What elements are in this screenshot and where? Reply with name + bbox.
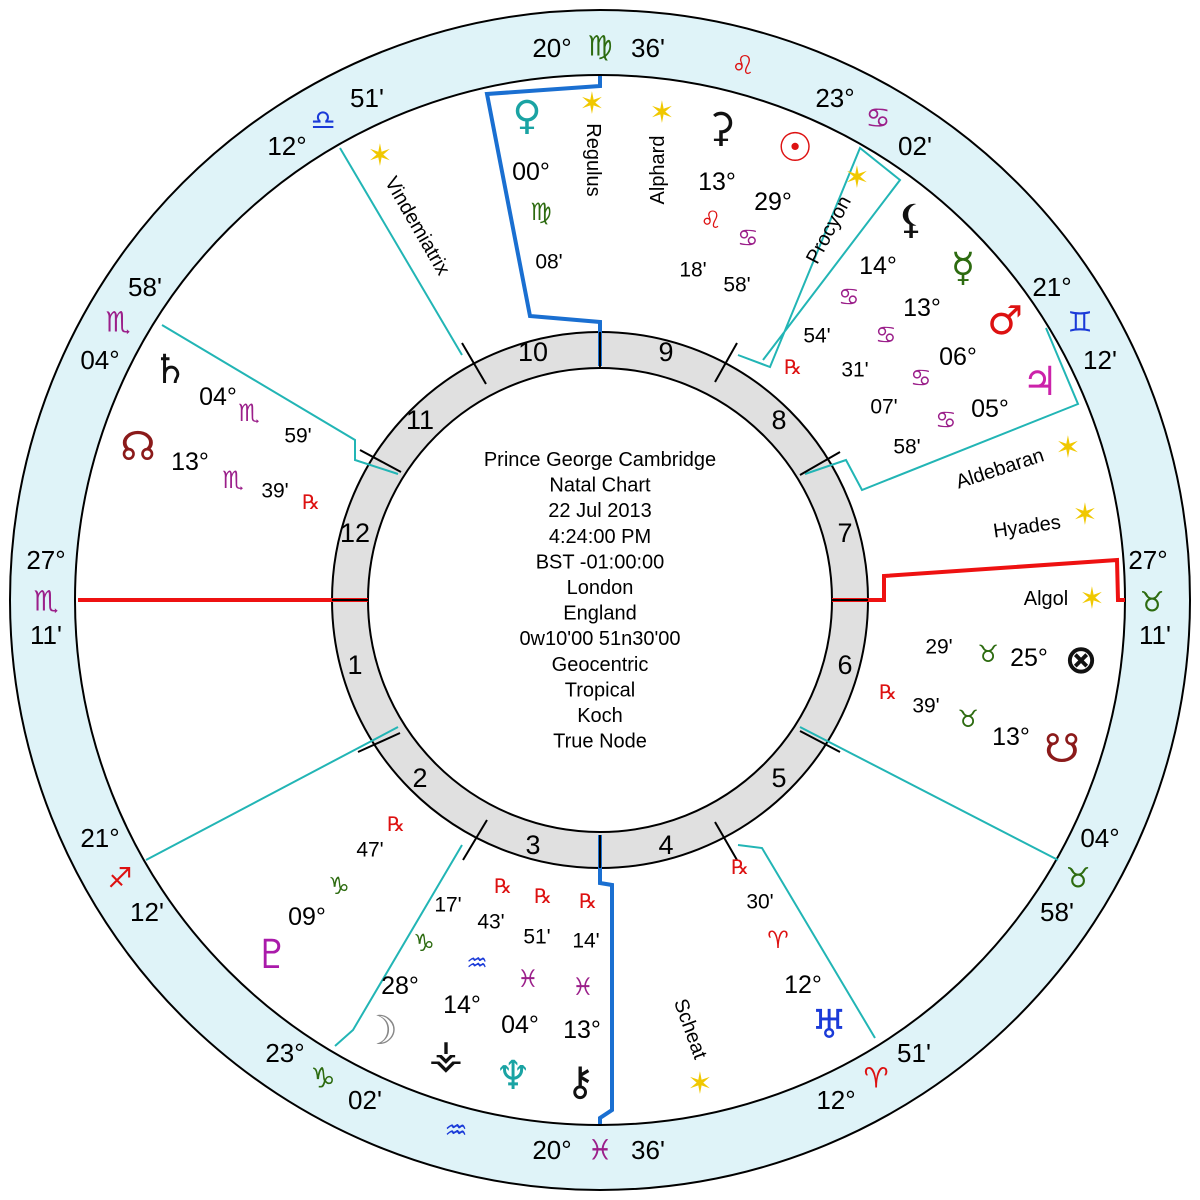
- cusp-sign-icon-11: ♏: [105, 305, 131, 339]
- sun-icon: ☉: [777, 125, 813, 171]
- cusp-minute-11: 58': [128, 272, 162, 302]
- chiron-sign-icon: ♓: [572, 973, 594, 1001]
- lilith-degree: 14°: [859, 252, 897, 280]
- mercury-minute: 31': [841, 358, 869, 382]
- chiron-icon: ⚷: [565, 1059, 595, 1105]
- cusp-sign-icon-7: ♓: [587, 1133, 613, 1167]
- moon-degree: 28°: [381, 972, 419, 1000]
- cusp-sign-icon-6: ♈: [863, 1061, 889, 1095]
- star-label-alphard: Alphard: [647, 135, 669, 205]
- pluto-sign-icon: ♑: [328, 872, 350, 900]
- jupiter-icon: ♃: [1022, 359, 1058, 405]
- south-node-minute: 39': [912, 694, 940, 718]
- info-line-7: 0w10'00 51n30'00: [519, 628, 681, 651]
- pluto-minute: 47': [356, 838, 384, 862]
- info-line-6: England: [563, 602, 637, 625]
- star-label-aldebaran: Aldebaran: [953, 444, 1047, 494]
- star-label-procyon: Procyon: [802, 192, 856, 268]
- north-node-sign-icon: ♏: [222, 466, 244, 494]
- cusp-minute-6: 51': [897, 1038, 931, 1068]
- vesta-degree: 14°: [443, 991, 481, 1019]
- neptune-retrograde-icon: ℞: [534, 886, 552, 908]
- chiron-minute: 14': [572, 929, 600, 953]
- north-node-degree: 13°: [171, 448, 209, 476]
- info-line-5: London: [566, 577, 634, 599]
- house-number-7: 7: [837, 518, 853, 548]
- intercepted-sign-icon-0: ♌: [731, 51, 755, 81]
- pluto-icon: ♇: [254, 932, 290, 978]
- part-of-fortune-icon: ⊗: [1064, 637, 1098, 683]
- venus-sign-icon: ♍: [530, 198, 552, 226]
- cusp-degree-7: 20°: [532, 1135, 572, 1165]
- uranus-sign-icon: ♈: [767, 926, 789, 954]
- north-node-retrograde-icon: ℞: [302, 492, 320, 514]
- center-circle: [368, 368, 832, 832]
- cusp-degree-4: 27°: [1128, 545, 1168, 575]
- star-procyon-icon: ✶: [844, 160, 870, 196]
- vesta-minute: 43': [477, 910, 505, 934]
- info-line-4: BST -01:00:00: [535, 551, 665, 574]
- south-node-retrograde-icon: ℞: [879, 682, 897, 704]
- info-line-3: 4:24:00 PM: [548, 525, 652, 548]
- moon-sign-icon: ♑: [413, 929, 435, 957]
- south-node-icon: ☋: [1044, 726, 1080, 772]
- house-number-12: 12: [339, 518, 371, 548]
- house-number-6: 6: [837, 650, 853, 680]
- sun-degree: 29°: [754, 188, 792, 216]
- cusp-sign-icon-12: ♎: [310, 103, 336, 137]
- star-aldebaran-icon: ✶: [1055, 430, 1081, 466]
- cusp-minute-2: 02': [898, 131, 932, 161]
- star-label-regulus: Regulus: [582, 123, 604, 197]
- cusp-minute-1: 36': [631, 33, 665, 63]
- mars-sign-icon: ♋: [910, 364, 932, 392]
- info-line-2: 22 Jul 2013: [548, 500, 652, 523]
- house-number-8: 8: [771, 405, 787, 435]
- cusp-minute-7: 36': [631, 1135, 665, 1165]
- vesta-icon: ⚶: [429, 1032, 463, 1078]
- cusp-minute-3: 12': [1083, 345, 1117, 375]
- chiron-retrograde-icon: ℞: [579, 891, 597, 913]
- jupiter-sign-icon: ♋: [935, 406, 957, 434]
- cusp-minute-10: 11': [30, 620, 62, 650]
- star-hyades-icon: ✶: [1072, 497, 1098, 533]
- star-label-scheat: Scheat: [669, 995, 711, 1063]
- jupiter-minute: 58': [893, 435, 921, 459]
- uranus-retrograde-icon: ℞: [731, 857, 749, 879]
- neptune-minute: 51': [523, 925, 551, 949]
- star-vindemiatrix-icon: ✶: [367, 138, 393, 174]
- cusp-sign-icon-1: ♍: [587, 29, 613, 63]
- lilith-retrograde-icon: ℞: [784, 357, 802, 379]
- sun-minute: 58': [723, 273, 751, 297]
- south-node-degree: 13°: [992, 723, 1030, 751]
- star-label-algol: Algol: [1023, 588, 1069, 610]
- mars-icon: ♂: [987, 298, 1023, 344]
- jupiter-degree: 05°: [971, 395, 1009, 423]
- house-number-10: 10: [517, 337, 549, 367]
- star-label-vindemiatrix: Vindemiatrix: [380, 173, 454, 279]
- mars-degree: 06°: [939, 343, 977, 371]
- cusp-sign-icon-8: ♑: [310, 1061, 336, 1095]
- cusp-sign-icon-4: ♉: [1139, 585, 1165, 619]
- part-of-fortune-degree: 25°: [1010, 644, 1048, 672]
- part-of-fortune-sign-icon: ♉: [977, 640, 999, 668]
- venus-icon: ♀: [512, 93, 542, 139]
- lilith-icon: ⚸: [896, 197, 926, 243]
- uranus-degree: 12°: [784, 971, 822, 999]
- cusp-degree-11: 04°: [80, 345, 120, 375]
- cusp-minute-4: 11': [1139, 620, 1171, 650]
- house-number-11: 11: [405, 405, 435, 435]
- star-algol-icon: ✶: [1079, 581, 1105, 617]
- neptune-icon: ♆: [495, 1053, 531, 1099]
- cusp-sign-icon-2: ♋: [865, 101, 891, 135]
- neptune-sign-icon: ♓: [517, 965, 539, 993]
- cusp-degree-10: 27°: [26, 545, 66, 575]
- info-line-9: Tropical: [564, 679, 636, 702]
- cusp-sign-icon-5: ♉: [1065, 861, 1091, 895]
- cusp-degree-12: 12°: [267, 131, 307, 161]
- uranus-minute: 30': [746, 890, 774, 914]
- cusp-degree-1: 20°: [532, 33, 572, 63]
- cusp-minute-12: 51': [350, 83, 384, 113]
- intercepted-sign-icon-1: ♒: [444, 1116, 468, 1146]
- moon-minute: 17': [434, 893, 462, 917]
- sun-sign-icon: ♋: [737, 224, 759, 252]
- vesta-retrograde-icon: ℞: [494, 876, 512, 898]
- north-node-minute: 39': [261, 479, 289, 503]
- uranus-icon: ♅: [811, 1002, 847, 1048]
- house-number-2: 2: [412, 763, 428, 793]
- ceres-sign-icon: ♌: [700, 206, 722, 234]
- ceres-degree: 13°: [698, 168, 736, 196]
- cusp-sign-icon-10: ♏: [33, 584, 59, 618]
- house-number-1: 1: [347, 650, 363, 680]
- info-line-8: Geocentric: [551, 653, 649, 676]
- ceres-minute: 18': [679, 258, 707, 282]
- cusp-sign-icon-9: ♐: [107, 861, 133, 895]
- pluto-degree: 09°: [288, 903, 326, 931]
- lilith-minute: 54': [803, 324, 831, 348]
- cusp-degree-8: 23°: [265, 1038, 305, 1068]
- moon-icon: ☽: [362, 1008, 398, 1054]
- cusp-sign-icon-3: ♊: [1067, 305, 1093, 339]
- cusp-degree-5: 04°: [1080, 823, 1120, 853]
- mars-minute: 07': [870, 395, 898, 419]
- saturn-sign-icon: ♏: [238, 399, 260, 427]
- ceres-icon: ⚳: [706, 105, 736, 151]
- house-number-9: 9: [658, 337, 674, 367]
- vesta-sign-icon: ♒: [466, 949, 488, 977]
- pluto-retrograde-icon: ℞: [387, 814, 405, 836]
- star-regulus-icon: ✶: [579, 86, 605, 122]
- info-line-11: True Node: [553, 730, 647, 753]
- info-line-10: Koch: [577, 705, 623, 727]
- info-line-1: Natal Chart: [549, 474, 651, 497]
- mercury-sign-icon: ♋: [875, 321, 897, 349]
- cusp-minute-5: 58': [1040, 897, 1074, 927]
- mercury-icon: ☿: [950, 245, 976, 291]
- saturn-minute: 59': [284, 424, 312, 448]
- house-number-5: 5: [771, 763, 787, 793]
- house-number-3: 3: [525, 830, 541, 860]
- saturn-icon: ♄: [152, 347, 188, 393]
- cusp-degree-3: 21°: [1032, 272, 1072, 302]
- venus-minute: 08': [535, 250, 563, 274]
- south-node-sign-icon: ♉: [957, 705, 979, 733]
- lilith-sign-icon: ♋: [838, 283, 860, 311]
- saturn-degree: 04°: [199, 383, 237, 411]
- north-node-icon: ☊: [120, 424, 156, 470]
- star-label-hyades: Hyades: [991, 511, 1063, 543]
- part-of-fortune-minute: 29': [925, 635, 953, 659]
- cusp-degree-9: 21°: [80, 823, 120, 853]
- neptune-degree: 04°: [501, 1011, 539, 1039]
- star-scheat-icon: ✶: [687, 1066, 713, 1102]
- house-number-4: 4: [658, 830, 674, 860]
- cusp-minute-8: 02': [348, 1085, 382, 1115]
- cusp-minute-9: 12': [130, 897, 164, 927]
- chiron-degree: 13°: [563, 1016, 601, 1044]
- star-alphard-icon: ✶: [649, 95, 675, 131]
- mercury-degree: 13°: [903, 294, 941, 322]
- venus-degree: 00°: [512, 158, 550, 186]
- info-line-0: Prince George Cambridge: [483, 449, 717, 471]
- cusp-degree-2: 23°: [815, 83, 855, 113]
- cusp-degree-6: 12°: [816, 1085, 856, 1115]
